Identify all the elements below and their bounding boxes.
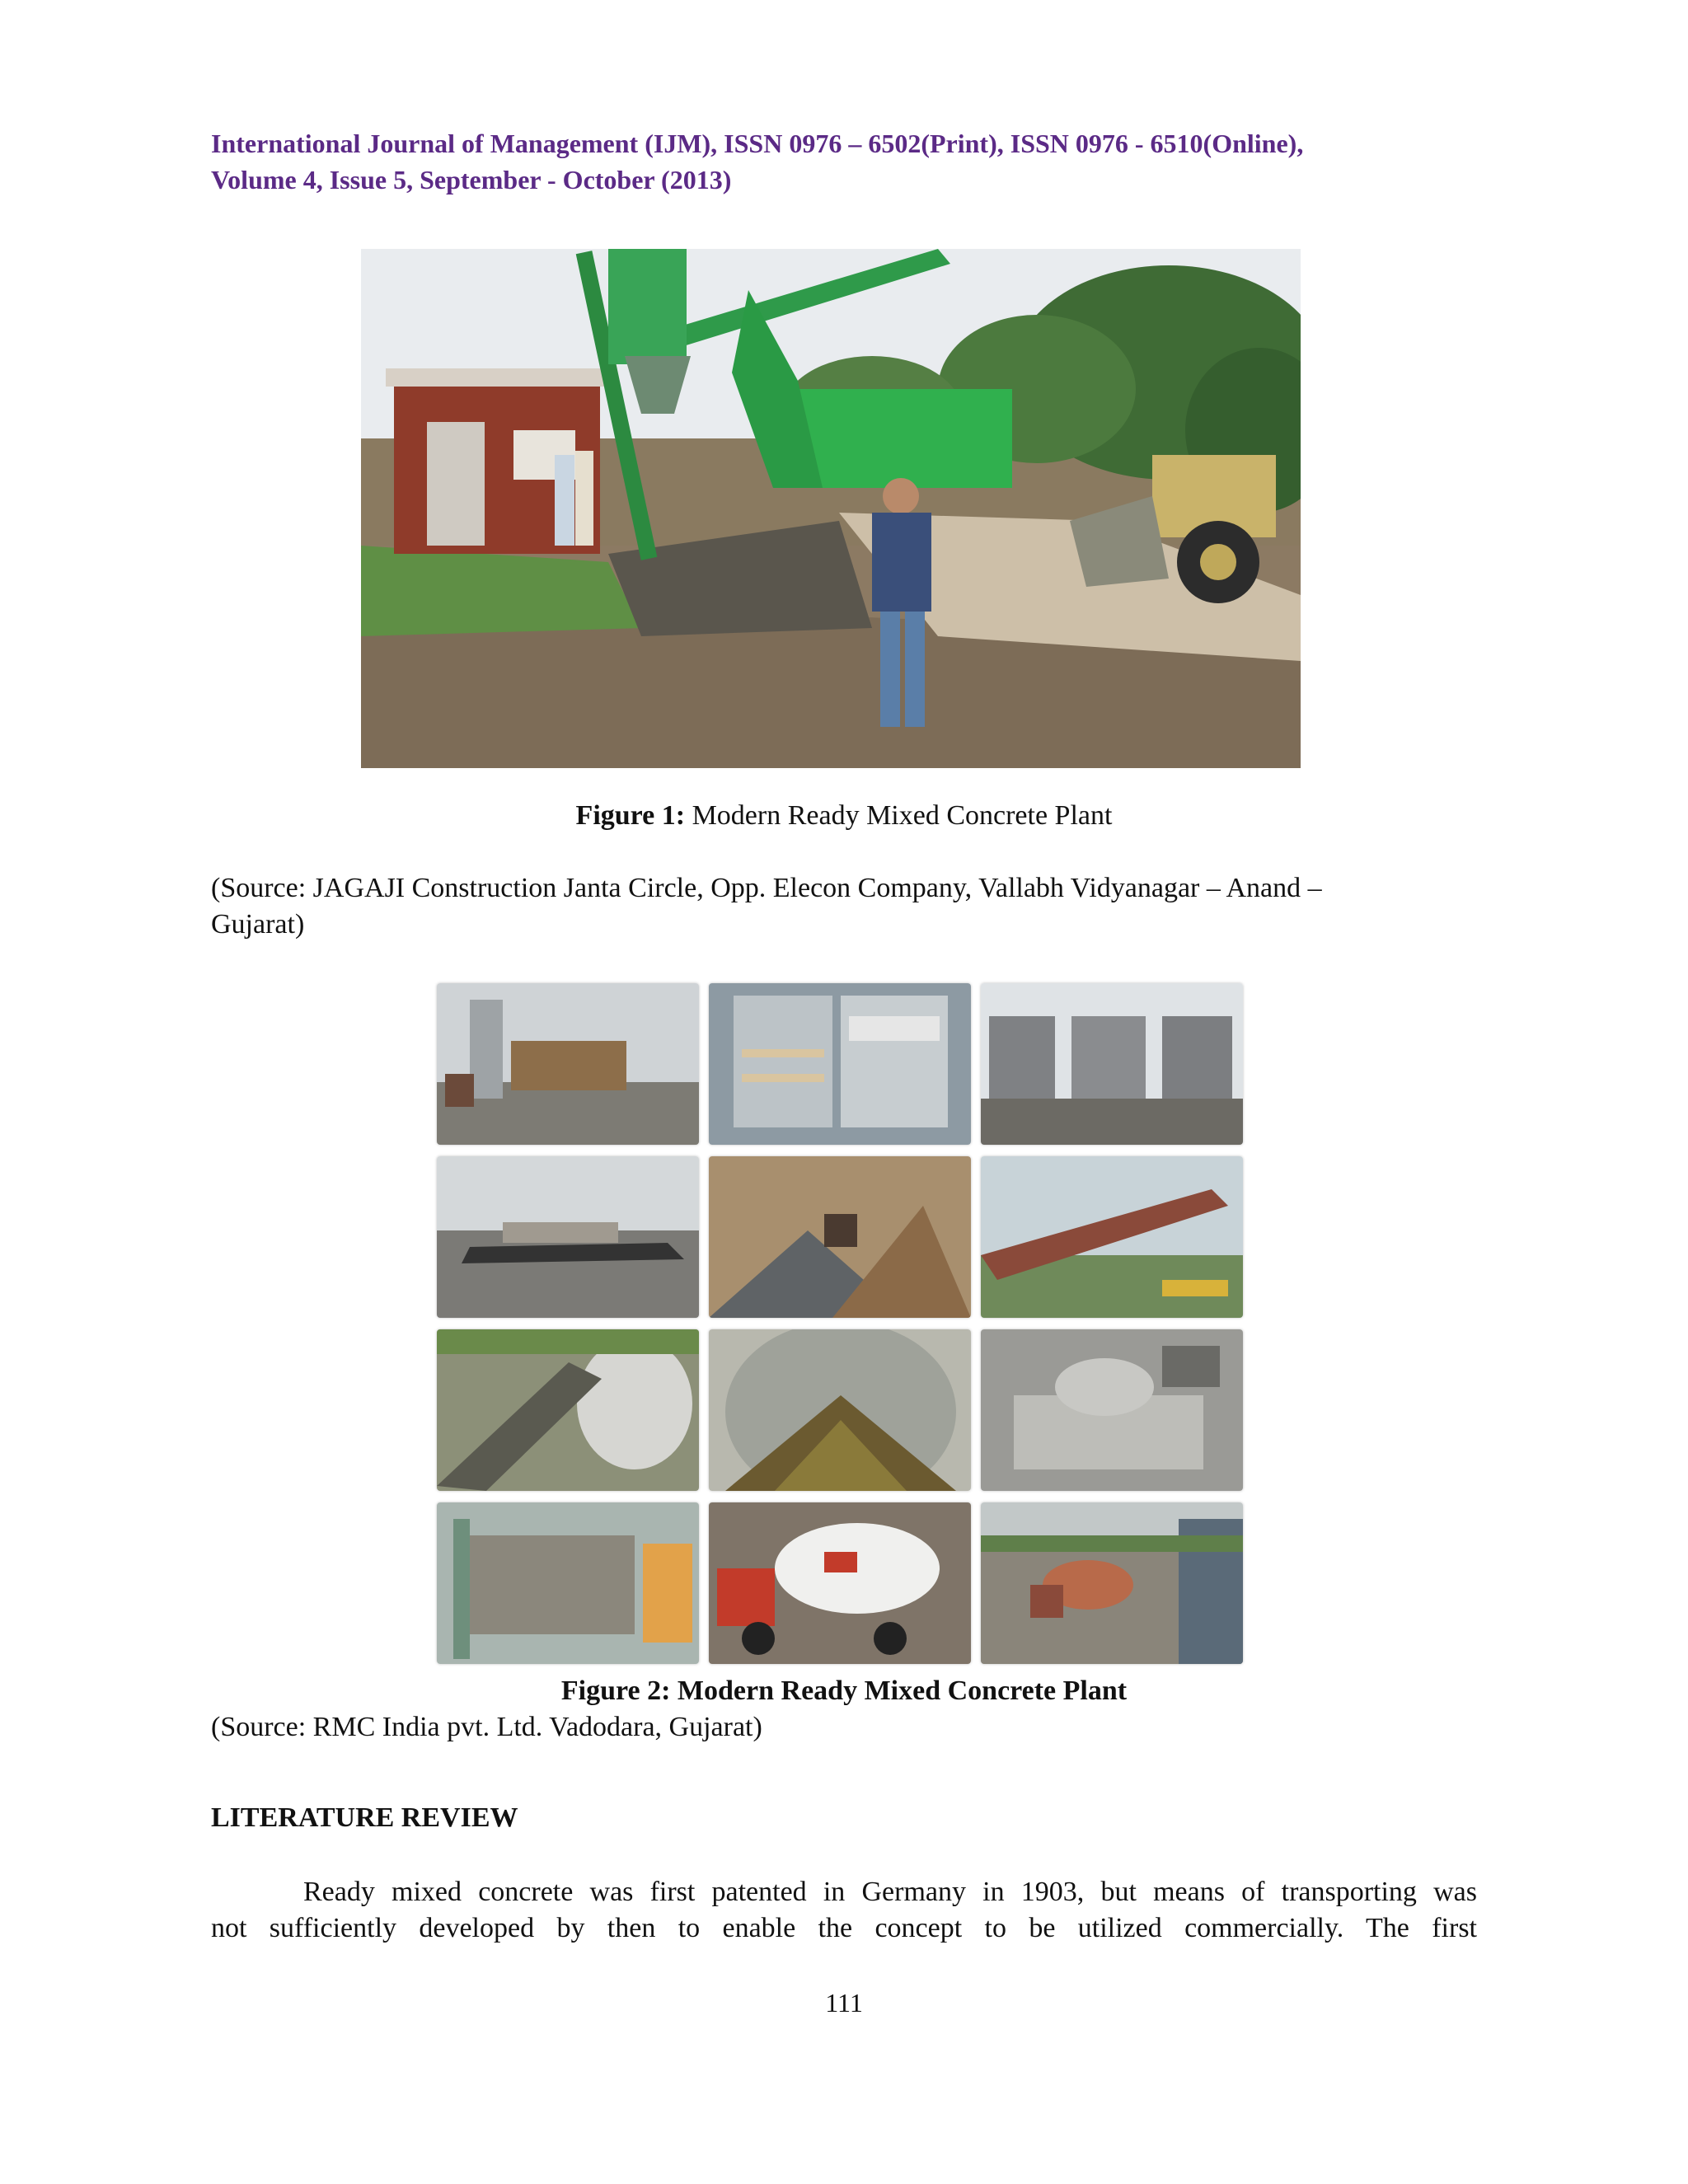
- figure-1-label: Figure 1:: [575, 800, 686, 831]
- figure-2-source: (Source: RMC India pvt. Ltd. Vadodara, Gujarat): [211, 1712, 762, 1742]
- collage-photo-aggregate-bin: [709, 1156, 971, 1318]
- collage-photo-plant-silo: [437, 983, 699, 1145]
- journal-header-line-2: Volume 4, Issue 5, September - October (2013): [211, 165, 732, 194]
- journal-header: [211, 125, 1477, 198]
- collage-photo-silos: [981, 983, 1243, 1145]
- collage-photo-trucks-yard: [981, 1502, 1243, 1664]
- collage-photo-mixer-platform: [437, 1502, 699, 1664]
- paragraph-line-1: Ready mixed concrete was first patented in Germany in 1903, but means of transporting was: [303, 1877, 1477, 1907]
- figure-1-caption-text: Modern Ready Mixed Concrete Plant: [685, 800, 1113, 831]
- journal-header-line-1: International Journal of Management (IJM), ISSN 0976 – 6502(Print), ISSN 0976 - 6510(Online),: [211, 129, 1304, 158]
- concrete-plant-photo: [361, 249, 1301, 768]
- collage-photo-conveyor: [981, 1156, 1243, 1318]
- figure-2-collage: [437, 983, 1228, 1663]
- collage-photo-transit-mixer-truck: [709, 1502, 971, 1664]
- figure-1-source: [211, 870, 1477, 943]
- collage-photo-mixer: [981, 1329, 1243, 1491]
- figure-1-source-line-1: (Source: JAGAJI Construction Janta Circle, Opp. Elecon Company, Vallabh Vidyanagar – Anand –: [211, 873, 1322, 903]
- figure-2-caption: Figure 2: Modern Ready Mixed Concrete Plant: [560, 1675, 1128, 1706]
- figure-1-photo: [361, 249, 1301, 768]
- page-number: 111: [825, 1988, 863, 2018]
- paragraph-line-2: not sufficiently developed by then to enable the concept to be utilized commercially. The first: [211, 1913, 1477, 1943]
- figure-1-caption: [211, 798, 1477, 834]
- collage-photo-aggregate-yard: [437, 1156, 699, 1318]
- collage-photo-drum-conveyor: [437, 1329, 699, 1491]
- collage-photo-control-panel: [709, 983, 971, 1145]
- section-heading-literature-review: LITERATURE REVIEW: [211, 1802, 518, 1833]
- collage-photo-belt-tunnel: [709, 1329, 971, 1491]
- figure-1-source-line-2: Gujarat): [211, 909, 305, 940]
- literature-review-paragraph: [211, 1874, 1477, 1947]
